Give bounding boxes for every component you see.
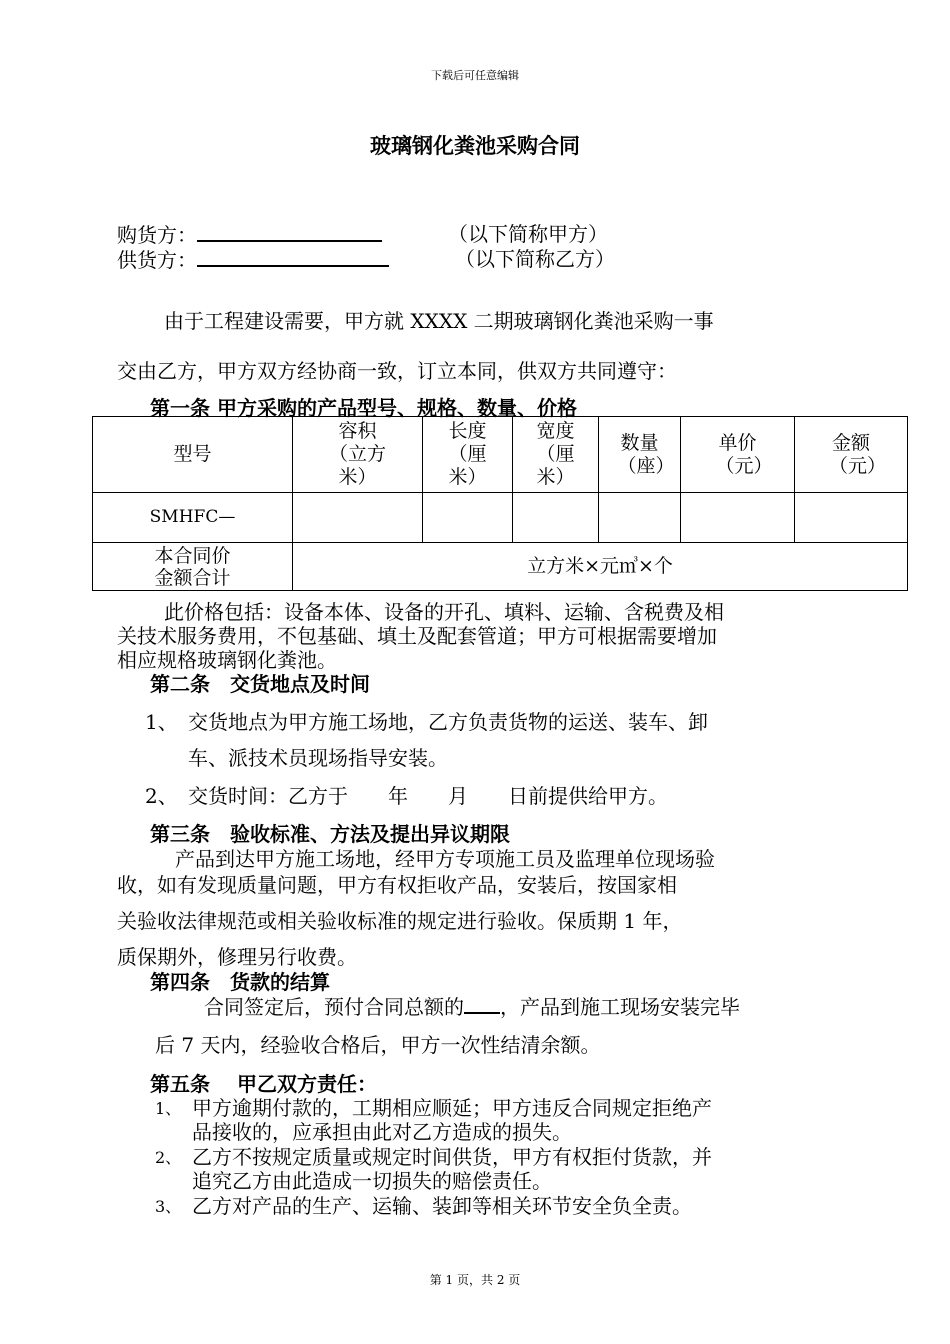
buyer-blank[interactable] xyxy=(197,226,382,242)
article-4-line-1 xyxy=(204,991,740,1020)
article-5-item-3-num: 3、 xyxy=(155,1197,182,1216)
header-length: 长度（厘米） xyxy=(423,417,513,493)
supplier-blank[interactable] xyxy=(197,251,389,267)
article-3-line-4: 质保期外，修理另行收费。 xyxy=(117,945,357,969)
page-footer: 第 1 页，共 2 页 xyxy=(429,1273,521,1287)
article-4-heading: 第四条 货款的结算 xyxy=(150,970,330,994)
intro-line-1: 由于工程建设需要，甲方就 XXXX 二期玻璃钢化粪池采购一事 xyxy=(164,309,714,333)
article-5-item-2-line-2: 追究乙方由此造成一切损失的赔偿责任。 xyxy=(192,1169,552,1193)
header-model: 型号 xyxy=(93,417,293,493)
price-note-2: 关技术服务费用，不包基础、填土及配套管道；甲方可根据需要增加 xyxy=(117,624,717,648)
header-width: 宽度（厘米） xyxy=(513,417,599,493)
article-3-line-1: 产品到达甲方施工场地，经甲方专项施工员及监理单位现场验 xyxy=(175,847,715,871)
header-unit-price: 单价（元） xyxy=(681,417,795,493)
article-5-item-2-num: 2、 xyxy=(155,1148,182,1167)
supplier-note: （以下简称乙方） xyxy=(455,247,615,271)
article-5-heading: 第五条 甲乙双方责任： xyxy=(150,1072,377,1096)
table-total-row xyxy=(93,543,908,591)
article-2-heading: 第二条 交货地点及时间 xyxy=(150,672,370,696)
article-5-item-1-num: 1、 xyxy=(155,1099,182,1118)
header-amount: 金额（元） xyxy=(795,417,908,493)
width-cell[interactable] xyxy=(513,493,599,543)
price-note-3: 相应规格玻璃钢化粪池。 xyxy=(117,648,337,672)
article-2-item-2-num: 2、 xyxy=(145,784,178,808)
total-label-cell xyxy=(93,543,293,591)
table-header-row xyxy=(93,417,908,493)
length-cell[interactable] xyxy=(423,493,513,543)
buyer-note: （以下简称甲方） xyxy=(448,222,608,246)
article-4-line-1-after: ，产品到施工现场安装完毕 xyxy=(500,995,740,1019)
article-5-item-3-line-1: 乙方对产品的生产、运输、装卸等相关环节安全负全责。 xyxy=(192,1194,692,1218)
total-label-2: 金额合计 xyxy=(154,566,231,589)
product-table xyxy=(92,416,908,591)
prepay-blank[interactable] xyxy=(464,998,500,1014)
table-row xyxy=(93,493,908,543)
article-4-line-1-before: 合同签定后，预付合同总额的 xyxy=(204,995,464,1019)
article-5-item-2-line-1: 乙方不按规定质量或规定时间供货，甲方有权拒付货款，并 xyxy=(192,1145,712,1169)
total-label-1: 本合同价 xyxy=(154,544,231,567)
article-2-item-1-line-1: 交货地点为甲方施工场地，乙方负责货物的运送、装车、卸 xyxy=(188,710,708,734)
article-2-item-1-line-2: 车、派技术员现场指导安装。 xyxy=(188,746,448,770)
volume-cell[interactable] xyxy=(293,493,423,543)
supplier-line xyxy=(117,244,389,273)
article-5-item-1-line-1: 甲方逾期付款的，工期相应顺延；甲方违反合同规定拒绝产 xyxy=(192,1096,712,1120)
intro-line-2: 交由乙方，甲方双方经协商一致，订立本同，供双方共同遵守： xyxy=(117,359,677,383)
article-3-heading: 第三条 验收标准、方法及提出异议期限 xyxy=(150,822,510,846)
document-title: 玻璃钢化粪池采购合同 xyxy=(370,133,580,158)
supplier-label: 供货方： xyxy=(117,248,197,272)
article-2-item-1-num: 1、 xyxy=(145,710,178,734)
price-note-1: 此价格包括：设备本体、设备的开孔、填料、运输、含税费及相 xyxy=(164,600,724,624)
article-4-line-2: 后 7 天内，经验收合格后，甲方一次性结清余额。 xyxy=(155,1033,601,1057)
model-cell[interactable]: SMHFC— xyxy=(93,493,293,543)
header-quantity: 数量（座） xyxy=(599,417,681,493)
article-5-item-1-line-2: 品接收的，应承担由此对乙方造成的损失。 xyxy=(192,1120,572,1144)
unit-price-cell[interactable] xyxy=(681,493,795,543)
total-value-cell[interactable]: 立方米×元㎥×个 xyxy=(293,543,908,591)
amount-cell[interactable] xyxy=(795,493,908,543)
article-3-line-2: 收，如有发现质量问题，甲方有权拒收产品，安装后，按国家相 xyxy=(117,873,677,897)
article-1-heading: 第一条 甲方采购的产品型号、规格、数量、价格 xyxy=(150,396,577,420)
quantity-cell[interactable] xyxy=(599,493,681,543)
header-volume: 容积（立方米） xyxy=(293,417,423,493)
article-2-item-2-text: 交货时间：乙方于 年 月 日前提供给甲方。 xyxy=(188,784,668,808)
buyer-label: 购货方： xyxy=(117,223,197,247)
header-note: 下载后可任意编辑 xyxy=(431,69,519,82)
article-3-line-3: 关验收法律规范或相关验收标准的规定进行验收。保质期 1 年， xyxy=(117,909,683,933)
